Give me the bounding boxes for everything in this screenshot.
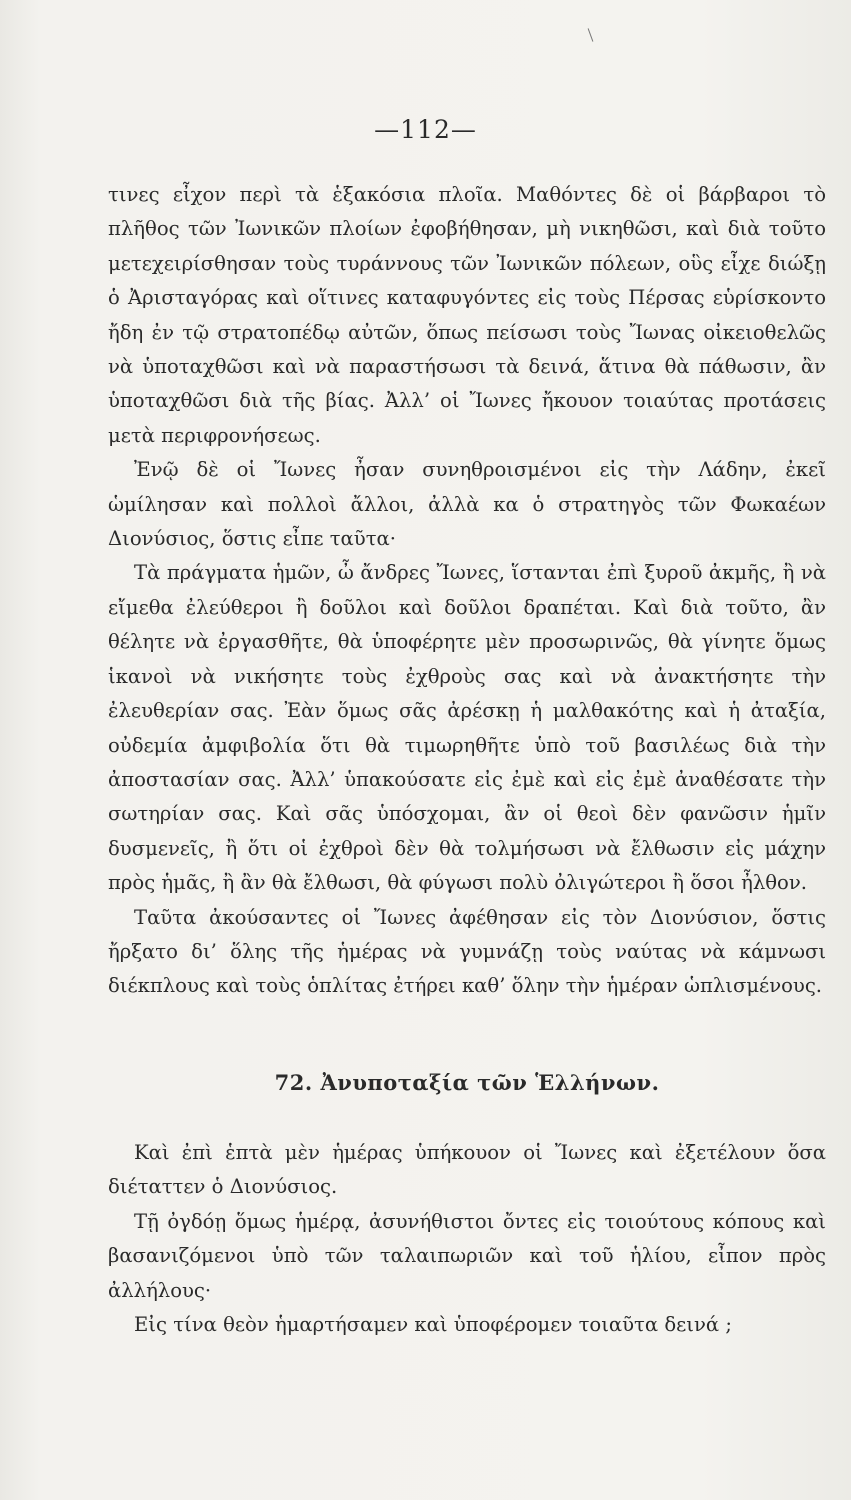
paragraph-4: Ταῦτα ἀκούσαντες οἱ Ἴωνες ἀφέθησαν εἰς τὸν Διονύσιον, ὅστις ἤρξατο δι’ ὅλης τῆς ἡμέρας νὰ γυμνάζῃ τοὺς ναύτας νὰ κάμνωσι διέκπλους καὶ τοὺς ὁπλίτας ἐτήρει καθ’ ὅλην τὴν ἡμέραν ὡπλισμένους. <box>108 905 826 998</box>
page-number: —112— <box>374 115 477 144</box>
section-text-block <box>108 1136 826 1342</box>
section-paragraph-1: Καὶ ἐπὶ ἑπτὰ μὲν ἡμέρας ὑπήκουον οἱ Ἴωνες καὶ ἐξετέλουν ὅσα διέταττεν ὁ Διονύσιος. <box>108 1141 826 1199</box>
paragraph-2: Ἐνῷ δὲ οἱ Ἴωνες ἦσαν συνηθροισμένοι εἰς τὴν Λάδην, ἐκεῖ ὡμίλησαν καὶ πολλοὶ ἄλλοι, ἀλλὰ κα ὁ στρατηγὸς τῶν Φωκαέων Διονύσιος, ὅστις εἶπε ταῦτα· <box>108 458 826 551</box>
paragraph-3: Τὰ πράγματα ἡμῶν, ὦ ἄνδρες Ἴωνες, ἵστανται ἐπὶ ξυροῦ ἀκμῆς, ἢ νὰ εἴμεθα ἐλεύθεροι ἢ δοῦλοι καὶ δοῦλοι δραπέται. Καὶ διὰ τοῦτο, ἂν θέλητε νὰ ἐργασθῆτε, θὰ ὑποφέρητε μὲν προσωρινῶς, θὰ γίνητε ὅμως ἱκανοὶ νὰ νικήσητε τοὺς ἐχθροὺς σας καὶ νὰ ἀνακτήσητε τὴν ἐλευθερίαν σας. Ἐὰν ὅμως σᾶς ἀρέσκῃ ἡ μαλθακότης καὶ ἡ ἀταξία, οὐδεμία ἀμφιβολία ὅτι θὰ τιμωρηθῆτε ὑπὸ τοῦ βασιλέως διὰ τὴν ἀποστασίαν σας. Ἀλλ’ ὑπακούσατε εἰς ἐμὲ καὶ εἰς ἐμὲ ἀναθέσατε τὴν σωτηρίαν σας. Καὶ σᾶς ὑπόσχομαι, ἂν οἱ θεοὶ δὲν φανῶσιν ἡμῖν δυσμενεῖς, ἢ ὅτι οἱ ἐχθροὶ δὲν θὰ τολμήσωσι νὰ ἔλθωσιν εἰς μάχην πρὸς ἡμᾶς, ἢ ἂν θὰ ἔλθωσι, θὰ φύγωσι πολὺ ὀλιγώτεροι ἢ ὅσοι ἦλθον. <box>108 561 826 895</box>
section-paragraph-3: Εἰς τίνα θεὸν ἡμαρτήσαμεν καὶ ὑποφέρομεν τοιαῦτα δεινά ; <box>134 1313 732 1337</box>
section-heading: 72. Ἀνυποταξία τῶν Ἑλλήνων. <box>274 1070 660 1095</box>
main-text-block <box>108 178 826 1004</box>
section-paragraph-2: Τῇ ὀγδόῃ ὅμως ἡμέρᾳ, ἀσυνήθιστοι ὄντες εἰς τοιούτους κόπους καὶ βασανιζόμενοι ὑπὸ τῶν ταλαιπωριῶν καὶ τοῦ ἡλίου, εἶπον πρὸς ἀλλήλους· <box>108 1209 826 1302</box>
ink-mark <box>588 28 594 41</box>
paragraph-1: τινες εἶχον περὶ τὰ ἑξακόσια πλοῖα. Μαθόντες δὲ οἱ βάρβαροι τὸ πλῆθος τῶν Ἰωνικῶν πλοίων ἐφοβήθησαν, μὴ νικηθῶσι, καὶ διὰ τοῦτο μετεχειρίσθησαν τοὺς τυράννους τῶν Ἰωνικῶν πόλεων, οὓς εἶχε διώξῃ ὁ Ἀρισταγόρας καὶ οἵτινες καταφυγόντες εἰς τοὺς Πέρσας εὑρίσκοντο ἤδη ἐν τῷ στρατοπέδῳ αὐτῶν, ὅπως πείσωσι τοὺς Ἴωνας οἰκειοθελῶς νὰ ὑποταχθῶσι καὶ νὰ παραστήσωσι τὰ δεινά, ἅτινα θὰ πάθωσιν, ἂν ὑποταχθῶσι διὰ τῆς βίας. Ἀλλ’ οἱ Ἴωνες ἤκουον τοιαύτας προτάσεις μετὰ περιφρονήσεως. <box>108 183 826 447</box>
